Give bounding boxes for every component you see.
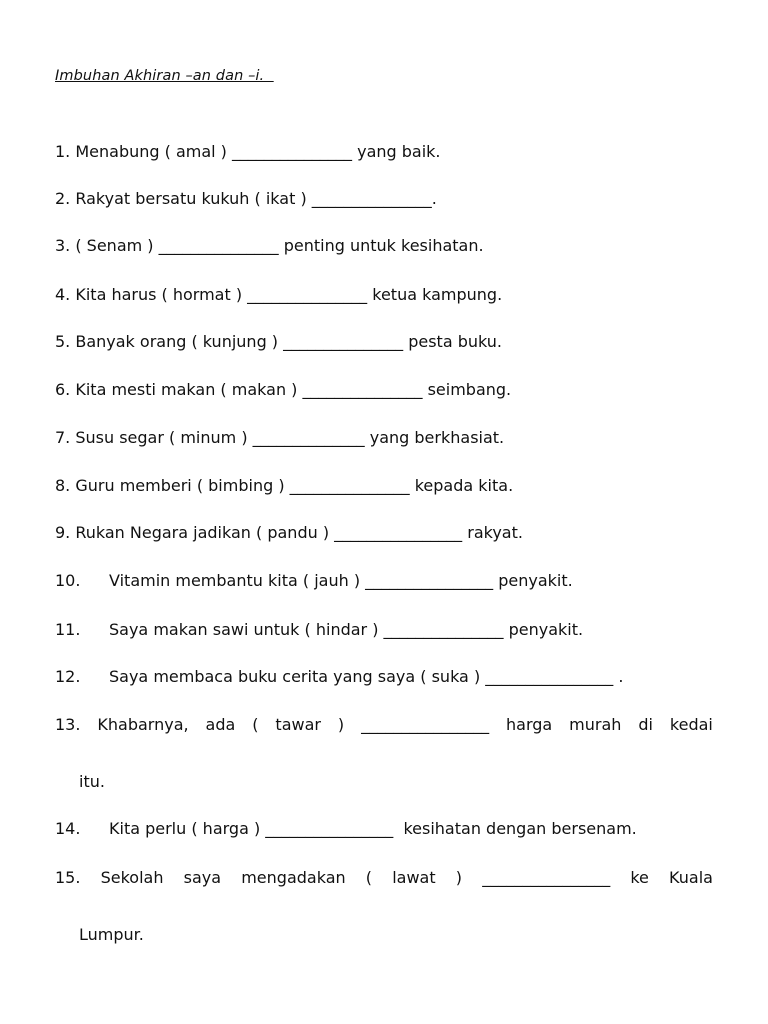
question-13-continuation: itu. (79, 772, 105, 791)
question-number: 13. (55, 715, 81, 734)
question-number: 14. (55, 819, 81, 838)
question-word: mengadakan (241, 868, 346, 887)
answer-blank: ________________ (361, 715, 490, 734)
question-15-continuation: Lumpur. (79, 925, 144, 944)
question-word: ) (455, 868, 463, 887)
answer-blank: ________________ (482, 868, 611, 887)
question-word: ( (365, 868, 373, 887)
question-6: 6. Kita mesti makan ( makan ) _______________ seimbang. (55, 380, 512, 399)
question-9: 9. Rukan Negara jadikan ( pandu ) ________________ rakyat. (55, 523, 523, 542)
question-word: murah (569, 715, 622, 734)
question-number: 15. (55, 868, 81, 887)
question-word: Sekolah (100, 868, 164, 887)
question-text: Kita perlu ( harga ) ________________ kesihatan dengan bersenam. (109, 819, 637, 838)
question-number: 10. (55, 571, 81, 590)
question-word: saya (183, 868, 222, 887)
question-word: kedai (669, 715, 713, 734)
question-7: 7. Susu segar ( minum ) ______________ yang berkhasiat. (55, 428, 505, 447)
question-word: Kuala (669, 868, 713, 887)
question-4: 4. Kita harus ( hormat ) _______________ ketua kampung. (55, 285, 503, 304)
question-1: 1. Menabung ( amal ) _______________ yang baik. (55, 142, 441, 161)
question-word: ada (205, 715, 236, 734)
question-12 (55, 667, 623, 687)
question-number: 11. (55, 620, 81, 639)
question-word: tawar (275, 715, 321, 734)
question-11 (55, 620, 583, 640)
question-text: Vitamin membantu kita ( jauh ) ________________ penyakit. (109, 571, 573, 590)
question-5: 5. Banyak orang ( kunjung ) _______________ pesta buku. (55, 332, 503, 351)
question-text: Saya makan sawi untuk ( hindar ) _______________ penyakit. (109, 620, 584, 639)
question-word: ( (252, 715, 259, 734)
question-word: Khabarnya, (97, 715, 189, 734)
question-word: lawat (392, 868, 436, 887)
question-text: Saya membaca buku cerita yang saya ( suka ) ________________ . (109, 667, 624, 686)
question-3: 3. ( Senam ) _______________ penting untuk kesihatan. (55, 236, 484, 255)
question-8: 8. Guru memberi ( bimbing ) _______________ kepada kita. (55, 476, 514, 495)
question-word: ) (337, 715, 345, 734)
question-10 (55, 571, 573, 591)
question-15 (55, 868, 713, 888)
question-14 (55, 819, 637, 839)
question-13 (55, 715, 713, 735)
worksheet-title: Imbuhan Akhiran –an dan –i. (55, 68, 274, 84)
question-word: di (638, 715, 653, 734)
question-word: harga (506, 715, 553, 734)
question-word: ke (630, 868, 649, 887)
question-number: 12. (55, 667, 81, 686)
question-2: 2. Rakyat bersatu kukuh ( ikat ) _______________. (55, 189, 437, 208)
